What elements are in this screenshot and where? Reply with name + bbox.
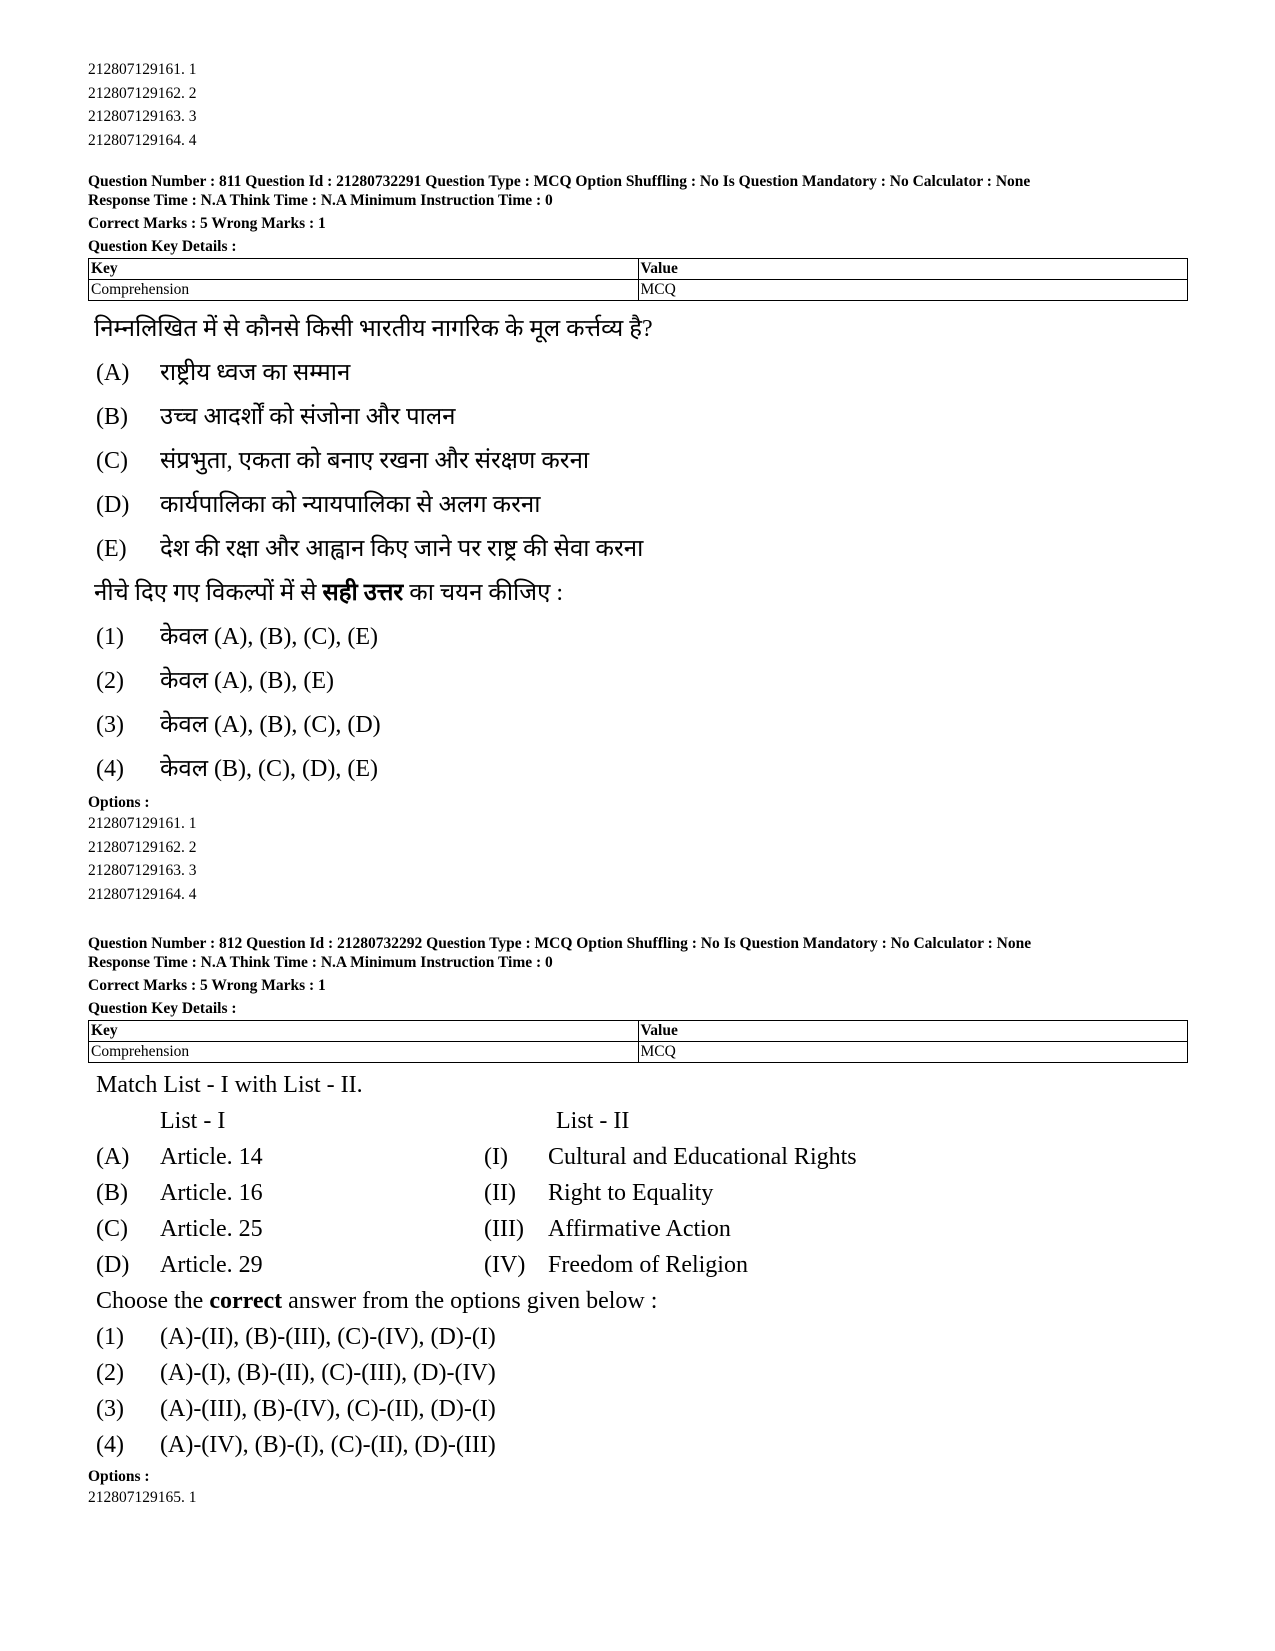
answer-choice xyxy=(88,1355,1188,1391)
statement-label: (D) xyxy=(96,492,130,518)
answer-text: (A)-(IV), (B)-(I), (C)-(II), (D)-(III) xyxy=(160,1432,496,1458)
statement-item xyxy=(88,351,1188,395)
options-label: Options : xyxy=(88,1468,150,1485)
list-headers xyxy=(88,1103,1188,1139)
instruction-emphasis: correct xyxy=(209,1288,283,1314)
option-line: 212807129164. 4 xyxy=(88,885,197,903)
question-text: Match List - I with List - II. xyxy=(96,1072,363,1098)
table-cell-key: Comprehension xyxy=(89,280,639,301)
answer-label: (1) xyxy=(96,1324,124,1350)
key-details-table xyxy=(88,258,1188,301)
option-line: 212807129164. 4 xyxy=(88,131,197,149)
question-timing: Response Time : N.A Think Time : N.A Minimum Instruction Time : 0 xyxy=(88,954,553,971)
choose-instruction xyxy=(88,571,1188,615)
question-marks: Correct Marks : 5 Wrong Marks : 1 xyxy=(88,215,326,232)
statement-item xyxy=(88,395,1188,439)
match-row xyxy=(88,1139,1188,1175)
answer-choice xyxy=(88,703,1188,747)
statement-item xyxy=(88,483,1188,527)
statement-text: कार्यपालिका को न्यायपालिका से अलग करना xyxy=(160,492,541,518)
statement-text: देश की रक्षा और आह्वान किए जाने पर राष्ट्र की सेवा करना xyxy=(160,536,644,562)
table-cell-key: Comprehension xyxy=(89,1042,639,1063)
answer-choice xyxy=(88,747,1188,791)
choose-instruction xyxy=(88,1283,1188,1319)
match-row xyxy=(88,1247,1188,1283)
statement-label: (B) xyxy=(96,404,128,430)
question-timing: Response Time : N.A Think Time : N.A Minimum Instruction Time : 0 xyxy=(88,192,553,209)
list-1-label: (C) xyxy=(96,1216,128,1242)
answer-label: (3) xyxy=(96,712,124,738)
list-2-label: (III) xyxy=(484,1216,524,1242)
list-1-text: Article. 25 xyxy=(160,1216,263,1242)
answer-label: (3) xyxy=(96,1396,124,1422)
question-811 xyxy=(88,172,1188,906)
list-1-label: (D) xyxy=(96,1252,130,1278)
answer-choice xyxy=(88,659,1188,703)
list-1-text: Article. 29 xyxy=(160,1252,263,1278)
list-2-text: Right to Equality xyxy=(548,1180,714,1206)
statement-item xyxy=(88,527,1188,571)
option-line: 212807129162. 2 xyxy=(88,84,197,102)
previous-options xyxy=(88,58,1188,152)
answer-text: (A)-(II), (B)-(III), (C)-(IV), (D)-(I) xyxy=(160,1324,496,1350)
statement-label: (A) xyxy=(96,360,130,386)
answer-text: (A)-(III), (B)-(IV), (C)-(II), (D)-(I) xyxy=(160,1396,496,1422)
statement-label: (C) xyxy=(96,448,128,474)
list-1-header: List - I xyxy=(160,1108,226,1134)
answer-text: केवल (A), (B), (C), (D) xyxy=(160,712,381,738)
list-1-label: (B) xyxy=(96,1180,128,1206)
statement-text: उच्च आदर्शों को संजोना और पालन xyxy=(160,404,456,430)
document-page xyxy=(88,58,1188,1510)
table-row xyxy=(89,1042,1188,1063)
list-1-text: Article. 14 xyxy=(160,1144,263,1170)
answer-text: केवल (A), (B), (C), (E) xyxy=(160,624,378,650)
list-2-label: (IV) xyxy=(484,1252,526,1278)
key-details-label: Question Key Details : xyxy=(88,238,237,255)
answer-choice xyxy=(88,615,1188,659)
instruction-text: Choose the xyxy=(96,1288,210,1314)
table-cell-value: MCQ xyxy=(638,1042,1188,1063)
question-marks: Correct Marks : 5 Wrong Marks : 1 xyxy=(88,977,326,994)
instruction-text: का चयन कीजिए : xyxy=(403,580,564,606)
table-header-key: Key xyxy=(89,259,639,280)
answer-choice xyxy=(88,1427,1188,1463)
option-line: 212807129163. 3 xyxy=(88,108,197,125)
table-header-key: Key xyxy=(89,1021,639,1042)
answer-choice xyxy=(88,1391,1188,1427)
question-meta: Question Number : 812 Question Id : 21280732292 Question Type : MCQ Option Shuffling : No Is Question Mandatory : No Calculator : None xyxy=(88,935,1032,952)
list-1-text: Article. 16 xyxy=(160,1180,263,1206)
question-body xyxy=(88,307,1188,791)
statement-text: संप्रभुता, एकता को बनाए रखना और संरक्षण करना xyxy=(160,448,590,474)
list-2-label: (II) xyxy=(484,1180,516,1206)
statement-item xyxy=(88,439,1188,483)
list-2-text: Affirmative Action xyxy=(548,1216,731,1242)
table-header-row xyxy=(89,259,1188,280)
option-line: 212807129161. 1 xyxy=(88,61,197,78)
answer-text: केवल (B), (C), (D), (E) xyxy=(160,756,378,782)
option-line: 212807129162. 2 xyxy=(88,838,197,856)
key-details-label: Question Key Details : xyxy=(88,1000,237,1017)
table-row xyxy=(89,280,1188,301)
option-line: 212807129163. 3 xyxy=(88,862,197,879)
list-2-text: Freedom of Religion xyxy=(548,1252,748,1278)
list-1-label: (A) xyxy=(96,1144,130,1170)
statement-label: (E) xyxy=(96,536,127,562)
table-header-value: Value xyxy=(638,259,1188,280)
list-2-label: (I) xyxy=(484,1144,508,1170)
list-2-text: Cultural and Educational Rights xyxy=(548,1144,857,1170)
instruction-emphasis: सही उत्तर xyxy=(322,580,404,606)
list-2-header: List - II xyxy=(556,1108,630,1134)
question-text: निम्नलिखित में से कौनसे किसी भारतीय नागरिक के मूल कर्त्तव्य है? xyxy=(94,316,653,342)
answer-text: (A)-(I), (B)-(II), (C)-(III), (D)-(IV) xyxy=(160,1360,496,1386)
instruction-text: answer from the options given below : xyxy=(282,1288,658,1314)
options-label: Options : xyxy=(88,794,150,811)
statement-text: राष्ट्रीय ध्वज का सम्मान xyxy=(160,360,351,386)
instruction-text: नीचे दिए गए विकल्पों में से xyxy=(94,580,323,606)
question-meta: Question Number : 811 Question Id : 21280732291 Question Type : MCQ Option Shuffling : No Is Question Mandatory : No Calculator : None xyxy=(88,173,1031,190)
match-row xyxy=(88,1175,1188,1211)
question-body xyxy=(88,1067,1188,1463)
key-details-table xyxy=(88,1020,1188,1063)
answer-label: (4) xyxy=(96,756,124,782)
answer-label: (4) xyxy=(96,1432,124,1458)
answer-label: (2) xyxy=(96,668,124,694)
table-header-row xyxy=(89,1021,1188,1042)
answer-text: केवल (A), (B), (E) xyxy=(160,668,335,694)
match-row xyxy=(88,1211,1188,1247)
option-line: 212807129165. 1 xyxy=(88,1489,197,1506)
table-cell-value: MCQ xyxy=(638,280,1188,301)
answer-label: (1) xyxy=(96,624,124,650)
question-812 xyxy=(88,934,1188,1510)
answer-choice xyxy=(88,1319,1188,1355)
answer-label: (2) xyxy=(96,1360,124,1386)
option-line: 212807129161. 1 xyxy=(88,815,197,832)
table-header-value: Value xyxy=(638,1021,1188,1042)
